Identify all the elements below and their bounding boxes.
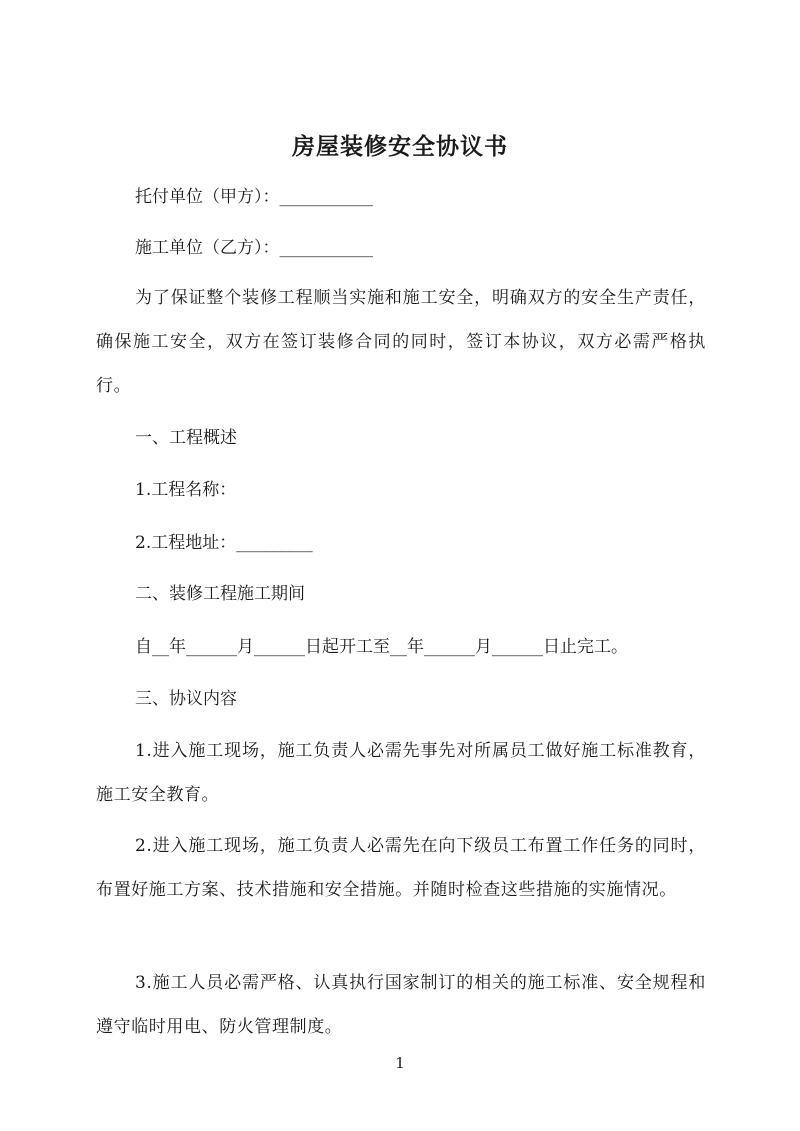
clause-2-paragraph: 2.进入施工现场，施工负责人必需先在向下级员工布置工作任务的同时，布置好施工方案、技术措施和安全措施。并随时检查这些措施的实施情况。 [96, 836, 706, 900]
clause-3-paragraph: 3.施工人员必需严格、认真执行国家制订的相关的施工标准、安全规程和遵守临时用电、防火管理制度。 [96, 973, 706, 1037]
section-heading-overview: 一、工程概述 [135, 428, 237, 448]
document-title: 房屋装修安全协议书 [292, 133, 508, 160]
construction-period-line: 自__年______月______日起开工至__年______月______日止完工。 [135, 637, 628, 657]
project-name-line: 1.工程名称： [135, 480, 237, 500]
intro-paragraph: 为了保证整个装修工程顺当实施和施工安全，明确双方的安全生产责任，确保施工安全，双方在签订装修合同的同时，签订本协议，双方必需严格执行。 [96, 288, 706, 396]
project-address-line: 2.工程地址：_________ [135, 533, 313, 553]
party-b-line: 施工单位（乙方）：___________ [135, 238, 373, 258]
section-heading-agreement: 三、协议内容 [135, 689, 237, 709]
clause-1-paragraph: 1.进入施工现场，施工负责人必需先事先对所属员工做好施工标准教育，施工安全教育。 [96, 741, 706, 805]
party-a-line: 托付单位（甲方）：___________ [135, 187, 373, 207]
page-number: 1 [395, 1054, 405, 1072]
section-heading-period: 二、装修工程施工期间 [135, 584, 305, 604]
